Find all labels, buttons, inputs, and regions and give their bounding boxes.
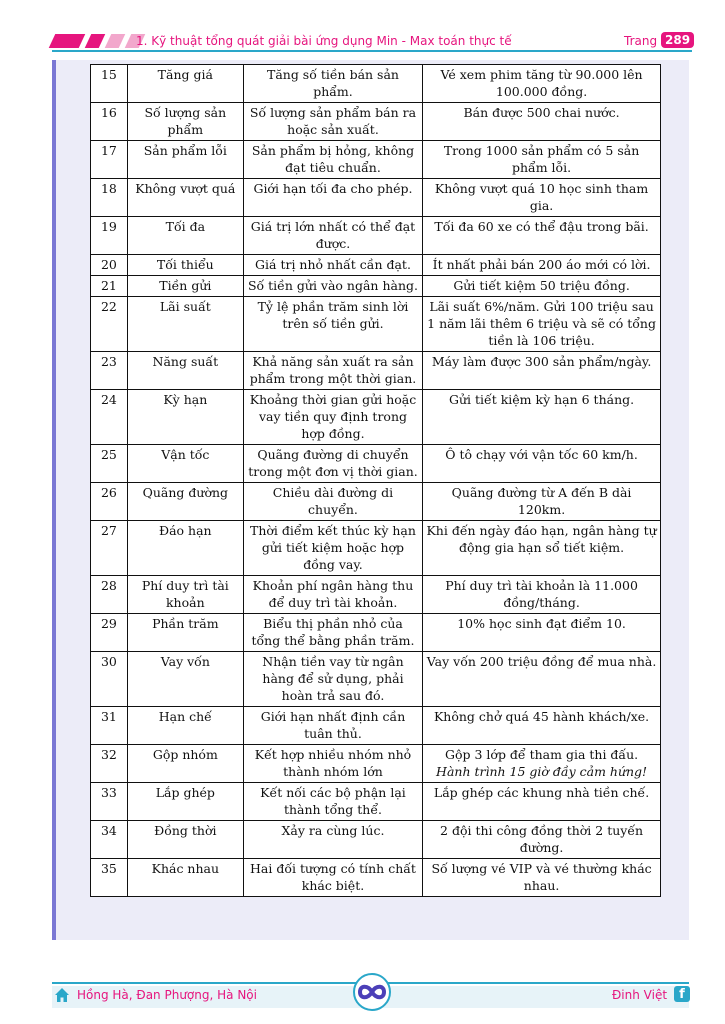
home-icon — [54, 987, 70, 1003]
row-number-text: 30 — [100, 654, 117, 669]
meaning-cell — [243, 390, 422, 445]
example-cell — [423, 745, 661, 783]
table-row — [91, 255, 661, 276]
meaning-cell — [243, 521, 422, 576]
example-cell — [423, 141, 661, 179]
table-row — [91, 614, 661, 652]
term-cell — [127, 445, 243, 483]
table-row — [91, 707, 661, 745]
term-cell-text: Tăng giá — [157, 67, 213, 82]
term-cell — [127, 276, 243, 297]
term-cell — [127, 255, 243, 276]
term-cell-text: Năng suất — [152, 354, 219, 369]
table-row — [91, 445, 661, 483]
row-number-text: 17 — [100, 143, 117, 158]
example-cell-text: 2 đội thi công đồng thời 2 tuyến đường. — [440, 823, 644, 855]
meaning-cell-text: Thời điểm kết thúc kỳ hạn gửi tiết kiệm hoặc hợp đồng vay. — [250, 523, 416, 572]
example-cell-text: Khi đến ngày đáo hạn, ngân hàng tự động gia hạn sổ tiết kiệm. — [426, 523, 657, 555]
row-number — [91, 483, 128, 521]
example-cell — [423, 483, 661, 521]
meaning-cell-text: Giới hạn nhất định cần tuân thủ. — [260, 709, 406, 741]
row-number — [91, 576, 128, 614]
term-cell — [127, 821, 243, 859]
row-number — [91, 65, 128, 103]
row-number-text: 32 — [100, 747, 117, 762]
term-cell-text: Gộp nhóm — [152, 747, 218, 762]
table-row — [91, 745, 661, 783]
table-row — [91, 103, 661, 141]
example-cell-text: Gộp 3 lớp để tham gia thi đấu. — [445, 747, 639, 762]
meaning-cell-text: Khả năng sản xuất ra sản phẩm trong một thời gian. — [249, 354, 417, 386]
row-number — [91, 217, 128, 255]
meaning-cell — [243, 783, 422, 821]
panel-edge — [52, 60, 56, 940]
term-cell — [127, 297, 243, 352]
footer-address: Hồng Hà, Đan Phượng, Hà Nội — [77, 988, 257, 1002]
term-cell-text: Đồng thời — [154, 823, 217, 838]
row-number-text: 33 — [100, 785, 117, 800]
table-row — [91, 821, 661, 859]
row-number-text: 16 — [100, 105, 117, 120]
row-number-text: 35 — [100, 861, 117, 876]
term-cell-text: Vận tốc — [161, 447, 210, 462]
term-cell-text: Hạn chế — [158, 709, 212, 724]
table-row — [91, 521, 661, 576]
example-cell — [423, 783, 661, 821]
table-row — [91, 352, 661, 390]
term-cell-text: Tối thiểu — [156, 257, 214, 272]
term-cell-text: Lãi suất — [159, 299, 211, 314]
table-row — [91, 217, 661, 255]
meaning-cell — [243, 483, 422, 521]
meaning-cell-text: Kết hợp nhiều nhóm nhỏ thành nhóm lớn — [254, 747, 412, 779]
example-cell-text: Gửi tiết kiệm 50 triệu đồng. — [453, 278, 630, 293]
term-cell-text: Khác nhau — [151, 861, 220, 876]
example-cell — [423, 255, 661, 276]
row-number — [91, 276, 128, 297]
row-number — [91, 390, 128, 445]
meaning-cell — [243, 255, 422, 276]
term-cell-text: Tối đa — [165, 219, 206, 234]
row-number-text: 29 — [100, 616, 117, 631]
meaning-cell-text: Số lượng sản phẩm bán ra hoặc sản xuất. — [249, 105, 417, 137]
table-row — [91, 390, 661, 445]
meaning-cell — [243, 859, 422, 897]
page-footer — [0, 978, 725, 1018]
meaning-cell — [243, 445, 422, 483]
example-cell-text: Ít nhất phải bán 200 áo mới có lời. — [432, 257, 651, 272]
footer-author: Đinh Việt — [612, 988, 668, 1002]
term-cell — [127, 783, 243, 821]
term-cell-text: Phần trăm — [152, 616, 219, 631]
example-cell-text: Không chở quá 45 hành khách/xe. — [433, 709, 650, 724]
row-number-text: 27 — [100, 523, 117, 538]
meaning-cell-text: Khoản phí ngân hàng thu để duy trì tài khoản. — [252, 578, 414, 610]
term-cell — [127, 707, 243, 745]
meaning-cell-text: Quãng đường di chuyển trong một đơn vị thời gian. — [248, 447, 418, 479]
term-cell — [127, 352, 243, 390]
term-cell — [127, 65, 243, 103]
example-cell-text: Vé xem phim tăng từ 90.000 lên 100.000 đồng. — [440, 67, 643, 99]
row-number-text: 21 — [100, 278, 117, 293]
meaning-cell-text: Biểu thị phần nhỏ của tổng thể bằng phần trăm. — [251, 616, 415, 648]
term-cell — [127, 217, 243, 255]
example-cell — [423, 65, 661, 103]
term-cell — [127, 141, 243, 179]
meaning-cell — [243, 614, 422, 652]
row-number-text: 19 — [100, 219, 117, 234]
meaning-cell-text: Kết nối các bộ phận lại thành tổng thể. — [260, 785, 406, 817]
term-cell — [127, 103, 243, 141]
row-number — [91, 255, 128, 276]
row-number-text: 20 — [100, 257, 117, 272]
example-cell — [423, 352, 661, 390]
row-number-text: 15 — [100, 67, 117, 82]
header-stripes — [52, 34, 148, 48]
row-number — [91, 179, 128, 217]
example-cell — [423, 576, 661, 614]
example-cell — [423, 521, 661, 576]
term-cell-text: Phí duy trì tài khoản — [141, 578, 229, 610]
meaning-cell — [243, 65, 422, 103]
row-number-text: 18 — [100, 181, 117, 196]
meaning-cell — [243, 352, 422, 390]
row-number — [91, 521, 128, 576]
term-cell-text: Vay vốn — [160, 654, 210, 669]
table-row — [91, 576, 661, 614]
row-number — [91, 783, 128, 821]
meaning-cell-text: Giá trị lớn nhất có thể đạt được. — [250, 219, 416, 251]
term-cell — [127, 859, 243, 897]
example-cell-text: Trong 1000 sản phẩm có 5 sản phẩm lỗi. — [443, 143, 640, 175]
table-row — [91, 297, 661, 352]
term-cell — [127, 745, 243, 783]
facebook-icon[interactable]: f — [674, 986, 690, 1002]
term-cell — [127, 521, 243, 576]
example-note: Hành trình 15 giờ đầy cảm hứng! — [436, 764, 648, 779]
term-cell-text: Không vượt quá — [135, 181, 236, 196]
example-cell-text: Lắp ghép các khung nhà tiền chế. — [433, 785, 650, 800]
row-number-text: 24 — [100, 392, 117, 407]
example-cell-text: Ô tô chạy với vận tốc 60 km/h. — [445, 447, 638, 462]
meaning-cell — [243, 141, 422, 179]
example-cell-text: Bán được 500 chai nước. — [463, 105, 620, 120]
example-cell-text: 10% học sinh đạt điểm 10. — [457, 616, 626, 631]
meaning-cell-text: Giá trị nhỏ nhất cần đạt. — [255, 257, 411, 272]
example-cell-text: Số lượng vé VIP và vé thường khác nhau. — [431, 861, 652, 893]
glossary-table — [90, 64, 661, 897]
row-number — [91, 859, 128, 897]
table-row — [91, 483, 661, 521]
example-cell — [423, 217, 661, 255]
meaning-cell — [243, 103, 422, 141]
row-number — [91, 103, 128, 141]
table-row — [91, 141, 661, 179]
meaning-cell — [243, 821, 422, 859]
row-number-text: 23 — [100, 354, 117, 369]
meaning-cell-text: Sản phẩm bị hỏng, không đạt tiêu chuẩn. — [251, 143, 415, 175]
table-row — [91, 65, 661, 103]
row-number-text: 25 — [100, 447, 117, 462]
row-number — [91, 141, 128, 179]
example-cell-text: Phí duy trì tài khoản là 11.000 đồng/tháng. — [445, 578, 638, 610]
row-number — [91, 614, 128, 652]
example-cell-text: Gửi tiết kiệm kỳ hạn 6 tháng. — [448, 392, 635, 407]
meaning-cell — [243, 707, 422, 745]
chapter-title: 1. Kỹ thuật tổng quát giải bài ứng dụng Min - Max toán thực tế — [136, 34, 512, 48]
term-cell — [127, 614, 243, 652]
example-cell — [423, 390, 661, 445]
row-number-text: 31 — [100, 709, 117, 724]
term-cell — [127, 390, 243, 445]
row-number — [91, 707, 128, 745]
infinity-logo — [346, 972, 398, 1012]
term-cell-text: Đáo hạn — [159, 523, 212, 538]
example-cell — [423, 707, 661, 745]
example-cell — [423, 652, 661, 707]
page-label: Trang — [624, 34, 658, 48]
meaning-cell-text: Xảy ra cùng lúc. — [281, 823, 385, 838]
meaning-cell — [243, 576, 422, 614]
row-number — [91, 445, 128, 483]
meaning-cell — [243, 276, 422, 297]
page-number-badge: 289 — [661, 32, 694, 48]
row-number — [91, 297, 128, 352]
term-cell — [127, 483, 243, 521]
example-cell — [423, 859, 661, 897]
example-cell — [423, 276, 661, 297]
term-cell-text: Lắp ghép — [155, 785, 215, 800]
meaning-cell-text: Giới hạn tối đa cho phép. — [253, 181, 413, 196]
table-row — [91, 783, 661, 821]
example-cell-text: Lãi suất 6%/năm. Gửi 100 triệu sau 1 năm lãi thêm 6 triệu và sẽ có tổng tiền là 106 triệu. — [427, 299, 656, 348]
meaning-cell-text: Chiều dài đường di chuyển. — [272, 485, 394, 517]
header-divider — [52, 50, 692, 52]
example-cell-text: Vay vốn 200 triệu đồng để mua nhà. — [426, 654, 657, 669]
term-cell — [127, 179, 243, 217]
table-row — [91, 859, 661, 897]
row-number-text: 26 — [100, 485, 117, 500]
term-cell-text: Sản phẩm lỗi — [143, 143, 227, 158]
meaning-cell-text: Nhận tiền vay từ ngân hàng để sử dụng, phải hoàn trả sau đó. — [262, 654, 404, 703]
meaning-cell — [243, 297, 422, 352]
meaning-cell — [243, 652, 422, 707]
example-cell — [423, 297, 661, 352]
table-row — [91, 276, 661, 297]
row-number — [91, 745, 128, 783]
example-cell — [423, 821, 661, 859]
table-row — [91, 652, 661, 707]
meaning-cell — [243, 217, 422, 255]
example-cell-text: Tối đa 60 xe có thể đậu trong bãi. — [434, 219, 649, 234]
meaning-cell — [243, 745, 422, 783]
term-cell-text: Số lượng sản phẩm — [144, 105, 227, 137]
meaning-cell-text: Tăng số tiền bán sản phẩm. — [266, 67, 399, 99]
term-cell — [127, 576, 243, 614]
meaning-cell-text: Hai đối tượng có tính chất khác biệt. — [250, 861, 416, 893]
table-row — [91, 179, 661, 217]
example-cell — [423, 445, 661, 483]
example-cell — [423, 179, 661, 217]
term-cell — [127, 652, 243, 707]
term-cell-text: Quãng đường — [142, 485, 229, 500]
row-number-text: 22 — [100, 299, 117, 314]
row-number-text: 34 — [100, 823, 117, 838]
example-cell-text: Máy làm được 300 sản phẩm/ngày. — [431, 354, 652, 369]
example-cell — [423, 614, 661, 652]
row-number — [91, 652, 128, 707]
meaning-cell — [243, 179, 422, 217]
example-cell — [423, 103, 661, 141]
row-number — [91, 821, 128, 859]
page-header — [0, 30, 725, 56]
row-number — [91, 352, 128, 390]
example-cell-text: Không vượt quá 10 học sinh tham gia. — [434, 181, 649, 213]
meaning-cell-text: Tỷ lệ phần trăm sinh lời trên số tiền gửi. — [257, 299, 409, 331]
meaning-cell-text: Số tiền gửi vào ngân hàng. — [247, 278, 418, 293]
meaning-cell-text: Khoảng thời gian gửi hoặc vay tiền quy định trong hợp đồng. — [249, 392, 417, 441]
term-cell-text: Tiền gửi — [159, 278, 212, 293]
row-number-text: 28 — [100, 578, 117, 593]
term-cell-text: Kỳ hạn — [163, 392, 208, 407]
example-cell-text: Quãng đường từ A đến B dài 120km. — [451, 485, 632, 517]
